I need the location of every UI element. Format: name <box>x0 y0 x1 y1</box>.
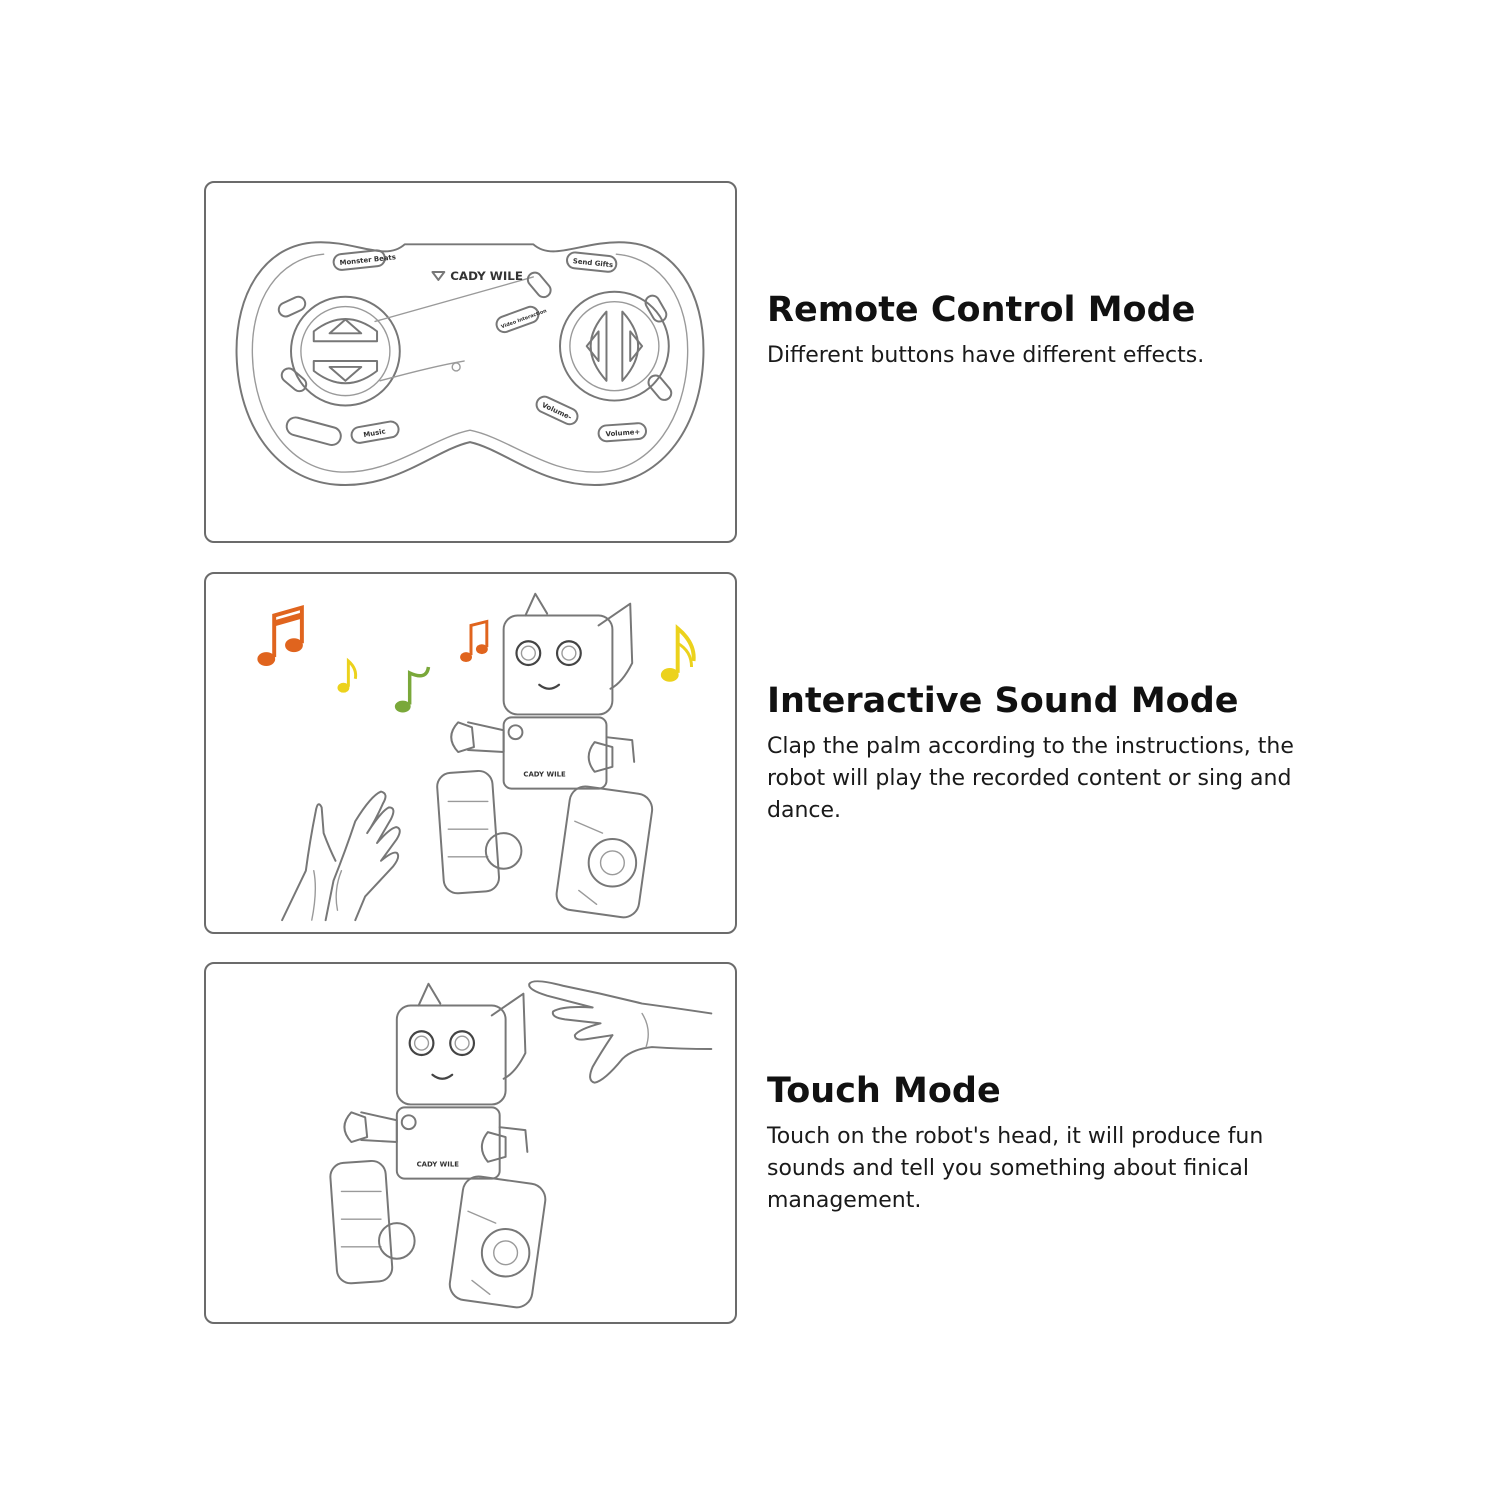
send-gifts-label: Send Gifts <box>572 257 614 270</box>
touch-mode-section <box>767 1071 1327 1217</box>
video-interaction-label: Video Interaction <box>500 308 548 331</box>
touch-mode-description: Touch on the robot's head, it will produce fun sounds and tell you something about finical management. <box>767 1124 1264 1213</box>
interactive-sound-mode-title: Interactive Sound Mode <box>767 681 1239 721</box>
remote-brand-logo: CADY WILE <box>450 268 523 283</box>
remote-control-mode-description: Different buttons have different effects. <box>767 343 1205 368</box>
interactive-sound-illustration <box>204 572 737 934</box>
robot-sketch <box>436 594 654 920</box>
remote-control-illustration <box>204 181 737 543</box>
interactive-sound-mode-section <box>767 681 1327 827</box>
music-note-icon <box>257 608 302 666</box>
remote-control-mode-section <box>767 290 1327 372</box>
remote-control-mode-title: Remote Control Mode <box>767 290 1196 330</box>
music-note-icon <box>337 661 355 693</box>
remote-control-sketch <box>206 183 735 541</box>
music-note-icon <box>395 667 429 712</box>
robot-brand-label: CADY WILE <box>416 1160 459 1169</box>
interactive-sound-mode-description: Clap the palm according to the instructions, the robot will play the recorded content or sing and dance. <box>767 734 1294 823</box>
touching-hand-sketch <box>529 981 711 1082</box>
monster-beats-label: Monster Beats <box>339 253 397 268</box>
touch-mode-illustration <box>204 962 737 1324</box>
music-note-icon <box>460 621 488 662</box>
volume-plus-label: Volume+ <box>605 427 641 439</box>
robot-brand-label: CADY WILE <box>523 770 566 779</box>
clapping-hands-sketch <box>282 792 400 921</box>
volume-minus-label: Volume- <box>540 401 573 422</box>
robot-sketch <box>329 984 547 1310</box>
music-note-icon <box>661 628 694 681</box>
touch-mode-title: Touch Mode <box>767 1071 1001 1111</box>
music-label: Music <box>362 427 387 440</box>
